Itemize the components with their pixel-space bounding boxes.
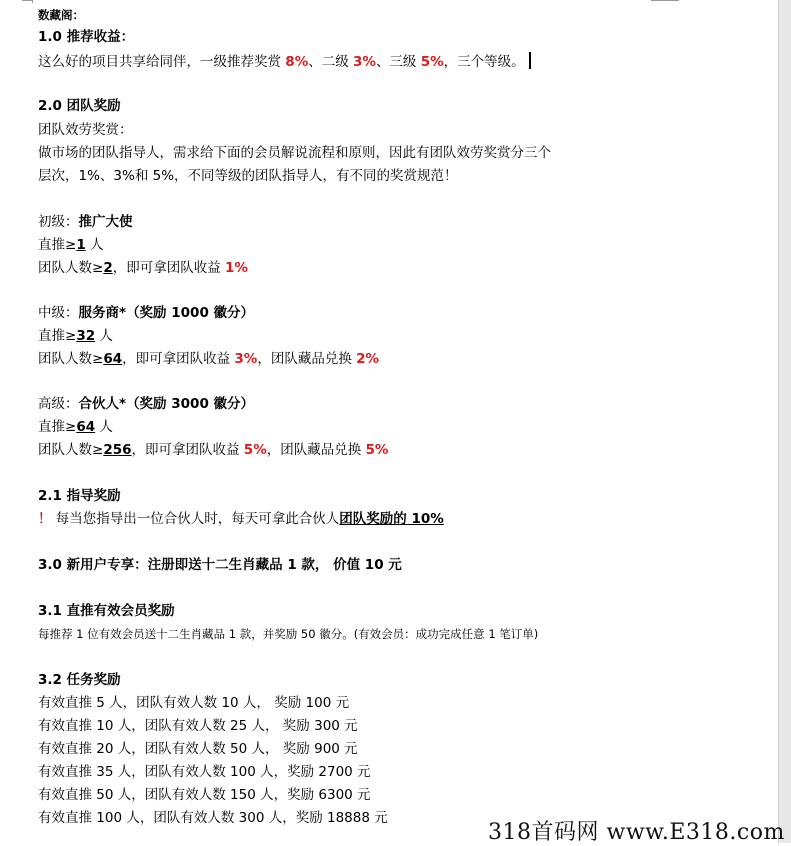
direct-prefix: 直推≥ xyxy=(38,328,77,344)
team-mid: ，即可拿团队收益 xyxy=(122,351,235,367)
section-2-1-text xyxy=(38,510,444,528)
tier-level: 高级： xyxy=(38,396,79,412)
direct-suffix: 人 xyxy=(95,419,113,435)
team-prefix: 团队人数≥ xyxy=(38,442,104,458)
team-prefix: 团队人数≥ xyxy=(38,260,104,276)
tier-1-direct xyxy=(38,236,104,254)
text-cursor xyxy=(529,52,531,69)
tier-name: 合伙人* xyxy=(78,396,127,412)
tier-bonus: （奖励 3000 徽分） xyxy=(126,396,255,412)
task-row: 有效直推 50 人，团队有效人数 150 人，奖励 6300 元 xyxy=(38,787,371,803)
direct-count: 1 xyxy=(76,237,86,253)
section-3-2-title: 3.2 任务奖励 xyxy=(38,672,121,688)
task-row: 有效直推 100 人，团队有效人数 300 人，奖励 18888 元 xyxy=(38,810,388,826)
tier-name: 推广大使 xyxy=(78,214,133,230)
page-edge-scrollbar[interactable] xyxy=(778,0,791,843)
doc-header: 数藏阁： xyxy=(38,8,84,22)
tier-3-direct xyxy=(38,418,113,436)
team-pct: 5% xyxy=(243,442,267,458)
section-2-subtitle: 团队效劳奖赏： xyxy=(38,122,133,138)
task-row: 有效直推 5 人，团队有效人数 10 人， 奖励 100 元 xyxy=(38,695,350,711)
swap-text: ，团队藏品兑换 xyxy=(257,351,357,367)
page-corner-mark-left xyxy=(22,0,33,3)
text: 、三级 xyxy=(375,54,421,70)
pct-level-1: 8% xyxy=(285,54,309,70)
section-2-title: 2.0 团队奖励 xyxy=(38,98,121,114)
swap-pct: 2% xyxy=(356,351,380,367)
team-prefix: 团队人数≥ xyxy=(38,351,104,367)
tier-2-heading xyxy=(38,304,254,322)
section-2-1-title: 2.1 指导奖励 xyxy=(38,488,121,504)
text: 这么好的项目共享给同伴，一级推荐奖赏 xyxy=(38,54,286,70)
team-mid: ，即可拿团队收益 xyxy=(112,260,226,276)
team-mid: ，即可拿团队收益 xyxy=(131,442,244,458)
team-pct: 3% xyxy=(234,351,258,367)
text: 、二级 xyxy=(308,54,354,70)
pct-level-2: 3% xyxy=(353,54,376,70)
section-1-title: 1.0 推荐收益： xyxy=(38,29,135,45)
tier-1-heading xyxy=(38,213,133,231)
tier-2-direct xyxy=(38,327,113,345)
section-2-paragraph-2: 层次，1%、3%和 5%，不同等级的团队指导人，有不同的奖赏规范！ xyxy=(38,168,458,184)
section-2-paragraph-1: 做市场的团队指导人，需求给下面的会员解说流程和原则，因此有团队效劳奖赏分三个 xyxy=(38,145,551,161)
tier-level: 初级： xyxy=(38,214,79,230)
swap-text: ，团队藏品兑换 xyxy=(266,442,366,458)
team-count: 2 xyxy=(103,260,113,276)
tier-3-team xyxy=(38,441,388,459)
tier-name: 服务商* xyxy=(78,305,127,321)
team-count: 256 xyxy=(103,442,132,458)
tier-bonus: （奖励 1000 徽分） xyxy=(126,305,255,321)
tier-level: 中级： xyxy=(38,305,79,321)
section-1-paragraph xyxy=(38,52,531,71)
task-row: 有效直推 20 人，团队有效人数 50 人， 奖励 900 元 xyxy=(38,741,358,757)
text: ，三个等级。 xyxy=(443,54,525,70)
direct-count: 32 xyxy=(76,328,96,344)
direct-suffix: 人 xyxy=(85,237,104,253)
page-corner-mark-right xyxy=(651,0,679,3)
direct-suffix: 人 xyxy=(95,328,113,344)
direct-count: 64 xyxy=(76,419,96,435)
exclamation-icon: ！ xyxy=(38,511,52,527)
tier-2-team xyxy=(38,350,379,368)
direct-prefix: 直推≥ xyxy=(38,237,77,253)
tier-3-heading xyxy=(38,395,254,413)
swap-pct: 5% xyxy=(365,442,389,458)
pct-level-3: 5% xyxy=(420,54,444,70)
task-row: 有效直推 35 人，团队有效人数 100 人，奖励 2700 元 xyxy=(38,764,371,780)
tier-1-team xyxy=(38,259,248,277)
section-3-0-title: 3.0 新用户专享：注册即送十二生肖藏品 1 款， 价值 10 元 xyxy=(38,557,402,573)
section-3-1-title: 3.1 直推有效会员奖励 xyxy=(38,603,175,619)
task-row: 有效直推 10 人，团队有效人数 25 人， 奖励 300 元 xyxy=(38,718,358,734)
section-3-1-text: 每推荐 1 位有效会员送十二生肖藏品 1 款，并奖励 50 徽分。(有效会员：成功完成任意 1 笔订单) xyxy=(38,627,539,641)
team-count: 64 xyxy=(103,351,123,367)
direct-prefix: 直推≥ xyxy=(38,419,77,435)
site-watermark: 318首码网 www.E318.com xyxy=(488,820,785,845)
text: 每当您指导出一位合伙人时，每天可拿此合伙人 xyxy=(51,511,340,527)
emphasis: 团队奖励的 10% xyxy=(339,511,444,527)
team-pct: 1% xyxy=(225,260,248,276)
